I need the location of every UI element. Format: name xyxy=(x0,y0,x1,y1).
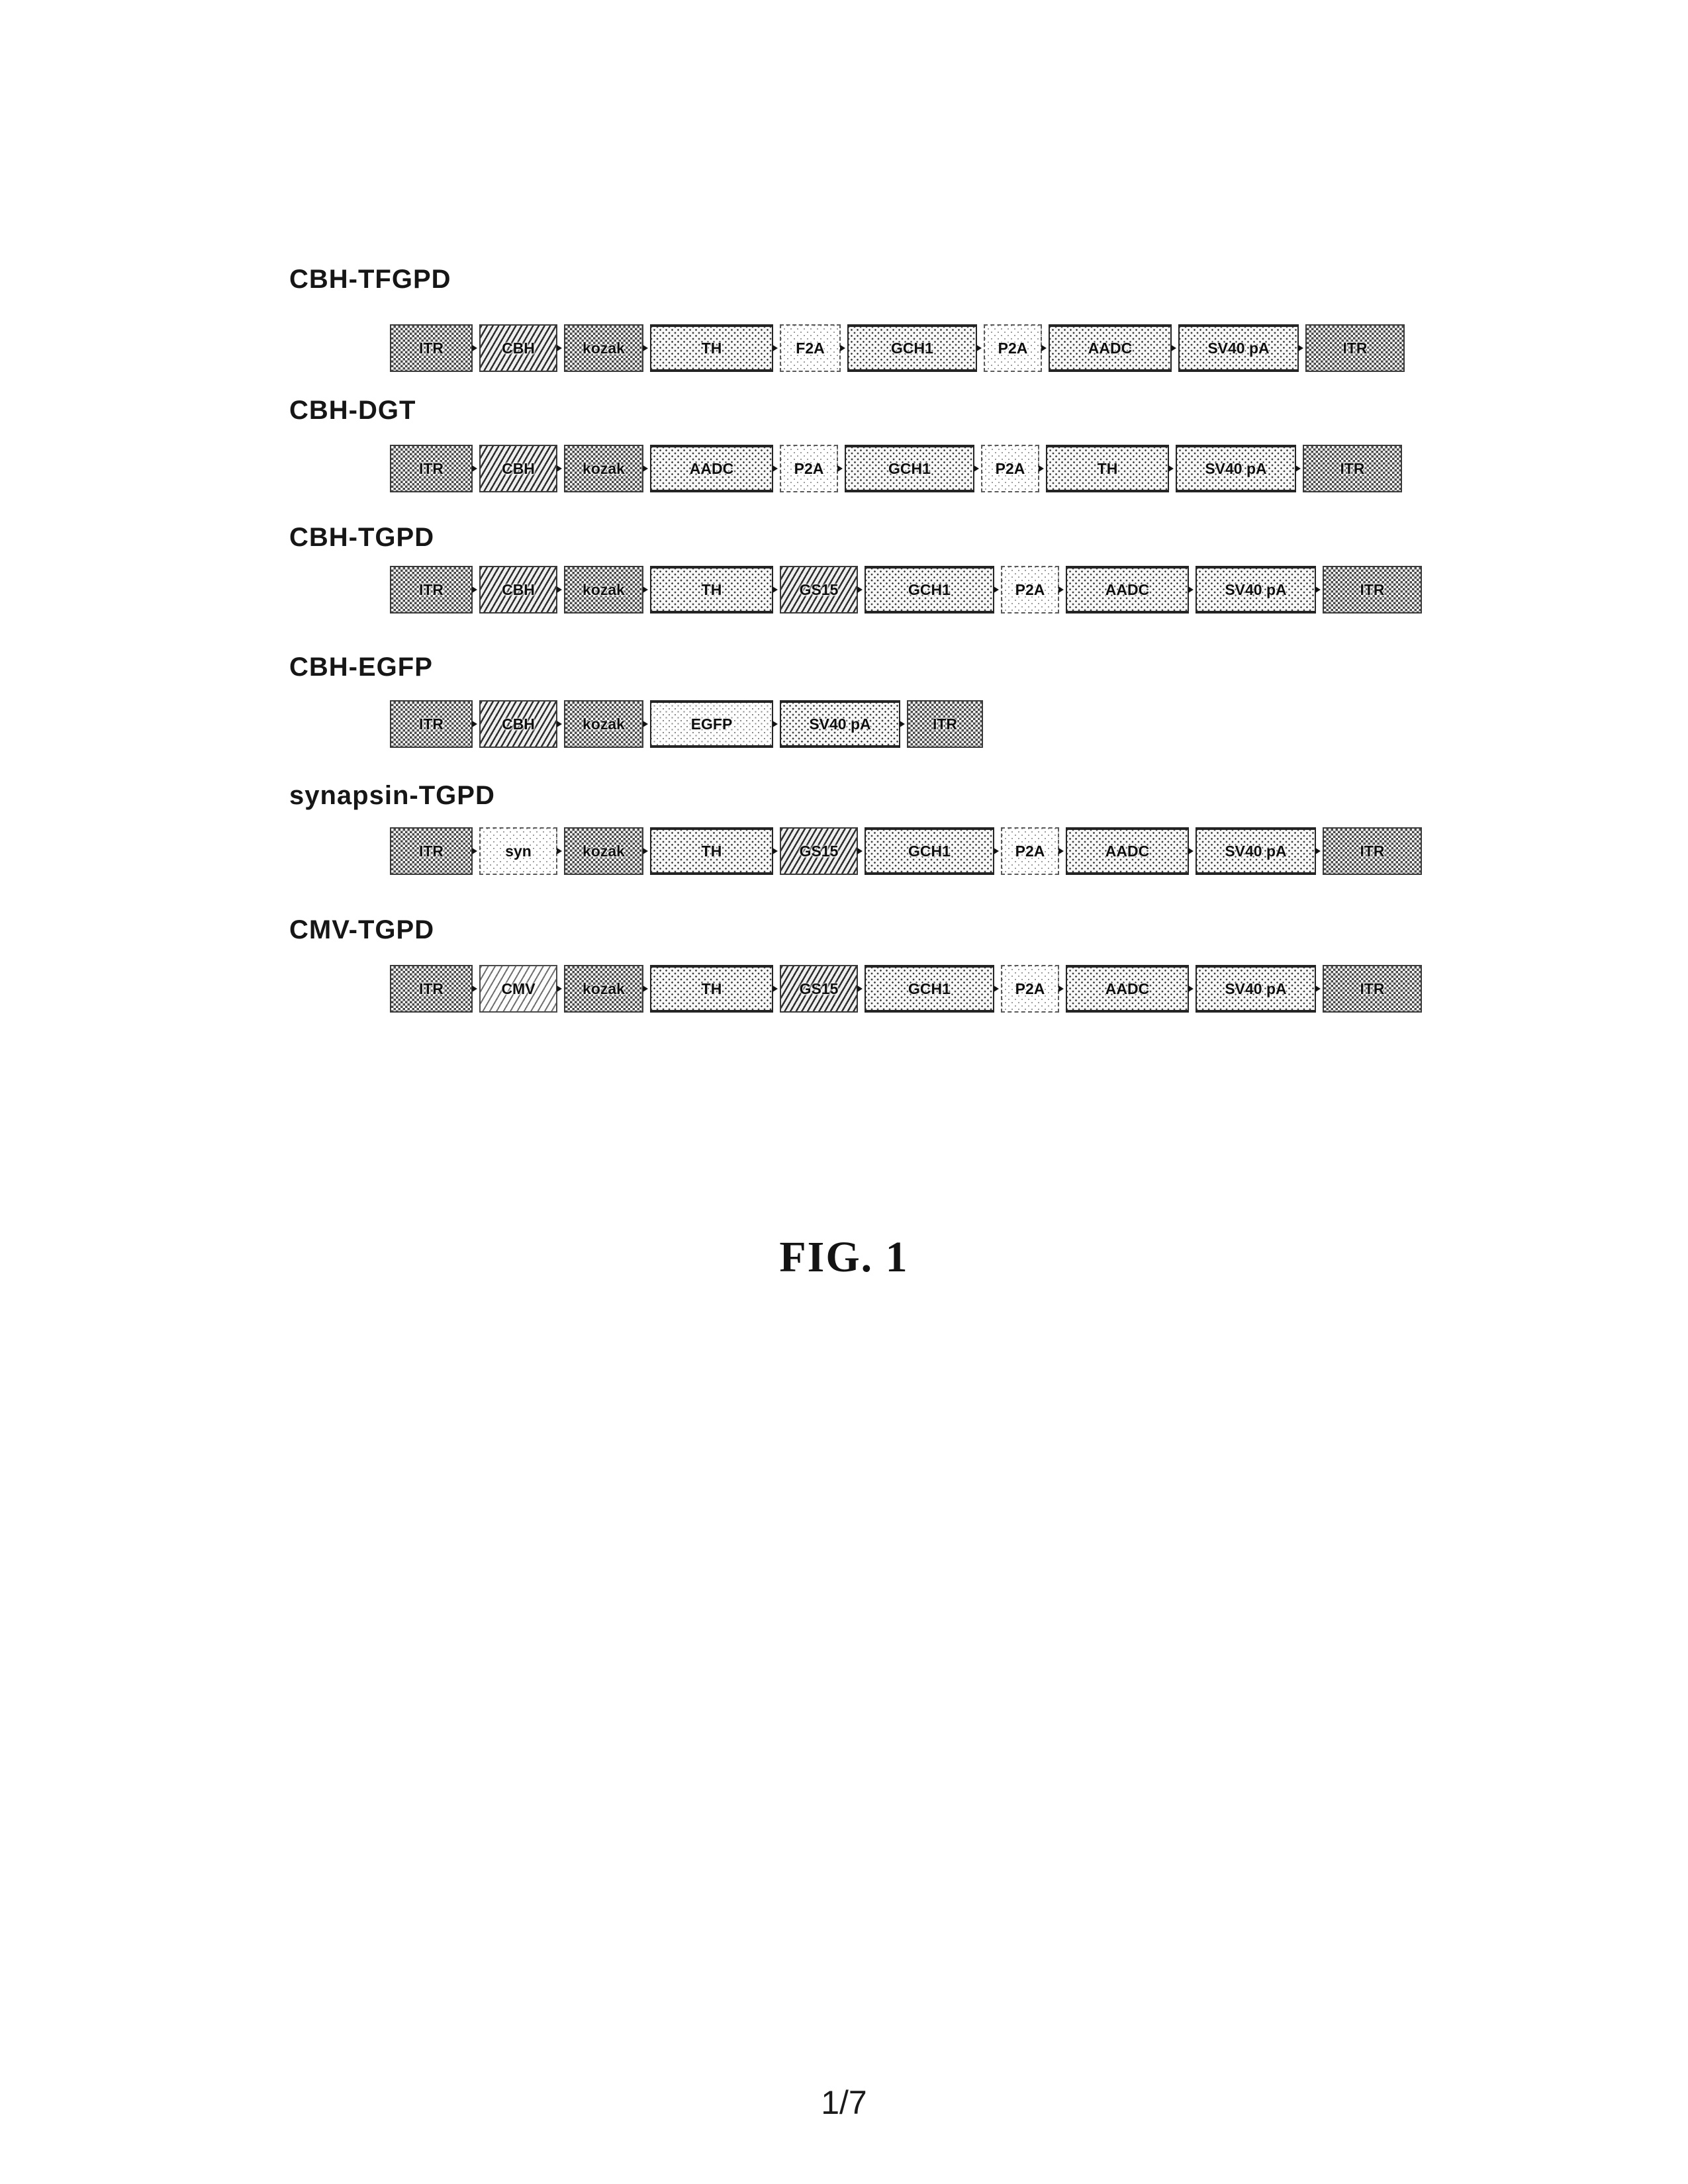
arrow-right-icon xyxy=(643,465,648,472)
segment-p2a xyxy=(1001,965,1059,1013)
arrow-right-icon xyxy=(472,985,477,992)
segment-itr xyxy=(1323,965,1422,1013)
segment-th xyxy=(1046,445,1169,492)
page-number: 1/7 xyxy=(821,2084,867,2121)
segment-label: ITR xyxy=(418,459,444,477)
segment-label: ITR xyxy=(1360,580,1385,598)
segment-cbh xyxy=(479,566,557,614)
segment-th xyxy=(650,566,773,614)
segment-label: P2A xyxy=(794,459,824,477)
segment-label: AADC xyxy=(1105,842,1150,860)
segment-label: P2A xyxy=(1015,842,1045,860)
segment-label: TH xyxy=(1097,459,1118,477)
segment-label: P2A xyxy=(1015,580,1045,598)
arrow-right-icon xyxy=(837,465,843,472)
segment-label: SV40 pA xyxy=(1225,842,1287,860)
segment-itr xyxy=(390,700,473,748)
arrow-right-icon xyxy=(773,345,778,351)
segment-label: AADC xyxy=(1105,979,1150,997)
segment-itr xyxy=(1323,566,1422,614)
segment-cmv xyxy=(479,965,557,1013)
segment-itr xyxy=(1303,445,1402,492)
construct-bar xyxy=(390,566,1422,614)
segment-label: TH xyxy=(701,580,722,598)
construct-label: CBH-TFGPD xyxy=(289,265,451,294)
arrow-right-icon xyxy=(974,465,979,472)
segment-gch1 xyxy=(865,965,994,1013)
segment-aadc xyxy=(1066,827,1189,875)
segment-p2a xyxy=(1001,566,1059,614)
segment-itr xyxy=(390,566,473,614)
construct-bar xyxy=(390,965,1422,1013)
segment-label: ITR xyxy=(932,715,958,733)
arrow-right-icon xyxy=(557,586,562,593)
segment-p2a xyxy=(984,324,1042,372)
arrow-right-icon xyxy=(1171,345,1176,351)
segment-label: CBH xyxy=(502,580,535,598)
segment-label: P2A xyxy=(1015,979,1045,997)
segment-label: P2A xyxy=(998,339,1028,357)
segment-label: GS15 xyxy=(799,842,839,860)
arrow-right-icon xyxy=(900,721,905,727)
segment-itr xyxy=(390,445,473,492)
segment-label: ITR xyxy=(418,842,444,860)
construct-label: CBH-EGFP xyxy=(289,653,433,682)
segment-label: GCH1 xyxy=(888,459,931,477)
arrow-right-icon xyxy=(1298,345,1303,351)
arrow-right-icon xyxy=(1315,586,1321,593)
segment-label: kozak xyxy=(583,580,625,598)
arrow-right-icon xyxy=(1188,985,1194,992)
segment-label: ITR xyxy=(1360,979,1385,997)
segment-label: TH xyxy=(701,339,722,357)
arrow-right-icon xyxy=(472,465,477,472)
segment-cbh xyxy=(479,445,557,492)
segment-label: GCH1 xyxy=(908,580,951,598)
segment-label: ITR xyxy=(418,339,444,357)
arrow-right-icon xyxy=(773,721,778,727)
segment-label: SV40 pA xyxy=(1207,339,1270,357)
segment-kozak xyxy=(564,445,643,492)
arrow-right-icon xyxy=(557,721,562,727)
segment-label: SV40 pA xyxy=(1225,580,1287,598)
segment-itr xyxy=(390,324,473,372)
segment-itr xyxy=(390,827,473,875)
construct-bar xyxy=(390,324,1405,372)
arrow-right-icon xyxy=(773,465,778,472)
segment-label: SV40 pA xyxy=(1225,979,1287,997)
segment-cbh xyxy=(479,324,557,372)
arrow-right-icon xyxy=(1188,848,1194,854)
arrow-right-icon xyxy=(1039,465,1044,472)
construct-bar xyxy=(390,700,983,748)
segment-cbh xyxy=(479,700,557,748)
arrow-right-icon xyxy=(857,586,863,593)
construct-label: CBH-TGPD xyxy=(289,523,435,552)
segment-label: kozak xyxy=(583,715,625,733)
segment-itr xyxy=(907,700,983,748)
segment-gch1 xyxy=(845,445,974,492)
arrow-right-icon xyxy=(557,345,562,351)
arrow-right-icon xyxy=(1058,586,1064,593)
segment-gs15 xyxy=(780,965,858,1013)
figure-label: FIG. 1 xyxy=(779,1233,909,1281)
segment-gs15 xyxy=(780,566,858,614)
segment-f2a xyxy=(780,324,841,372)
segment-label: syn xyxy=(505,842,532,860)
construct-label: CMV-TGPD xyxy=(289,915,435,944)
segment-label: ITR xyxy=(418,580,444,598)
arrow-right-icon xyxy=(976,345,982,351)
segment-label: GS15 xyxy=(799,979,839,997)
segment-sv40-pa xyxy=(1178,324,1299,372)
segment-label: CBH xyxy=(502,715,535,733)
arrow-right-icon xyxy=(840,345,845,351)
arrow-right-icon xyxy=(557,848,562,854)
segment-label: SV40 pA xyxy=(1205,459,1267,477)
arrow-right-icon xyxy=(773,586,778,593)
arrow-right-icon xyxy=(472,848,477,854)
arrow-right-icon xyxy=(857,985,863,992)
segment-label: kozak xyxy=(583,339,625,357)
segment-aadc xyxy=(650,445,773,492)
segment-kozak xyxy=(564,566,643,614)
segment-gs15 xyxy=(780,827,858,875)
segment-itr xyxy=(1323,827,1422,875)
segment-label: TH xyxy=(701,979,722,997)
segment-label: kozak xyxy=(583,842,625,860)
segment-kozak xyxy=(564,965,643,1013)
segment-sv40-pa xyxy=(1196,965,1316,1013)
segment-label: kozak xyxy=(583,979,625,997)
segment-label: CBH xyxy=(502,339,535,357)
segment-label: SV40 pA xyxy=(809,715,871,733)
segment-egfp xyxy=(650,700,773,748)
arrow-right-icon xyxy=(472,345,477,351)
segment-label: AADC xyxy=(1088,339,1133,357)
segment-label: GCH1 xyxy=(908,842,951,860)
segment-kozak xyxy=(564,324,643,372)
segment-gch1 xyxy=(847,324,977,372)
arrow-right-icon xyxy=(1315,985,1321,992)
arrow-right-icon xyxy=(1041,345,1047,351)
arrow-right-icon xyxy=(472,721,477,727)
construct-bar xyxy=(390,445,1402,492)
segment-label: ITR xyxy=(418,715,444,733)
segment-p2a xyxy=(1001,827,1059,875)
arrow-right-icon xyxy=(557,465,562,472)
construct-label: synapsin-TGPD xyxy=(289,781,495,810)
segment-label: GCH1 xyxy=(891,339,933,357)
arrow-right-icon xyxy=(643,345,648,351)
segment-label: CBH xyxy=(502,459,535,477)
arrow-right-icon xyxy=(1188,586,1194,593)
segment-syn xyxy=(479,827,557,875)
segment-aadc xyxy=(1049,324,1172,372)
segment-label: TH xyxy=(701,842,722,860)
arrow-right-icon xyxy=(643,985,648,992)
arrow-right-icon xyxy=(773,848,778,854)
segment-th xyxy=(650,324,773,372)
segment-itr xyxy=(390,965,473,1013)
segment-sv40-pa xyxy=(1176,445,1296,492)
segment-label: GCH1 xyxy=(908,979,951,997)
arrow-right-icon xyxy=(1058,985,1064,992)
segment-gch1 xyxy=(865,827,994,875)
segment-p2a xyxy=(981,445,1039,492)
segment-label: kozak xyxy=(583,459,625,477)
segment-label: ITR xyxy=(1342,339,1368,357)
construct-bar xyxy=(390,827,1422,875)
arrow-right-icon xyxy=(1168,465,1174,472)
segment-sv40-pa xyxy=(1196,827,1316,875)
segment-sv40-pa xyxy=(1196,566,1316,614)
segment-label: AADC xyxy=(1105,580,1150,598)
segment-label: CMV xyxy=(501,979,536,997)
segment-label: ITR xyxy=(1360,842,1385,860)
segment-sv40-pa xyxy=(780,700,900,748)
segment-aadc xyxy=(1066,965,1189,1013)
segment-label: F2A xyxy=(796,339,825,357)
arrow-right-icon xyxy=(643,721,648,727)
arrow-right-icon xyxy=(994,586,999,593)
segment-itr xyxy=(1305,324,1405,372)
segment-label: GS15 xyxy=(799,580,839,598)
segment-aadc xyxy=(1066,566,1189,614)
segment-label: ITR xyxy=(418,979,444,997)
arrow-right-icon xyxy=(1295,465,1301,472)
arrow-right-icon xyxy=(994,848,999,854)
segment-label: EGFP xyxy=(690,715,733,733)
arrow-right-icon xyxy=(1315,848,1321,854)
arrow-right-icon xyxy=(773,985,778,992)
arrow-right-icon xyxy=(643,848,648,854)
segment-gch1 xyxy=(865,566,994,614)
segment-label: ITR xyxy=(1340,459,1365,477)
segment-kozak xyxy=(564,827,643,875)
segment-p2a xyxy=(780,445,838,492)
construct-label: CBH-DGT xyxy=(289,396,416,425)
arrow-right-icon xyxy=(472,586,477,593)
segment-th xyxy=(650,965,773,1013)
segment-label: P2A xyxy=(995,459,1025,477)
arrow-right-icon xyxy=(857,848,863,854)
segment-kozak xyxy=(564,700,643,748)
arrow-right-icon xyxy=(1058,848,1064,854)
arrow-right-icon xyxy=(557,985,562,992)
arrow-right-icon xyxy=(643,586,648,593)
arrow-right-icon xyxy=(994,985,999,992)
segment-th xyxy=(650,827,773,875)
segment-label: AADC xyxy=(689,459,734,477)
